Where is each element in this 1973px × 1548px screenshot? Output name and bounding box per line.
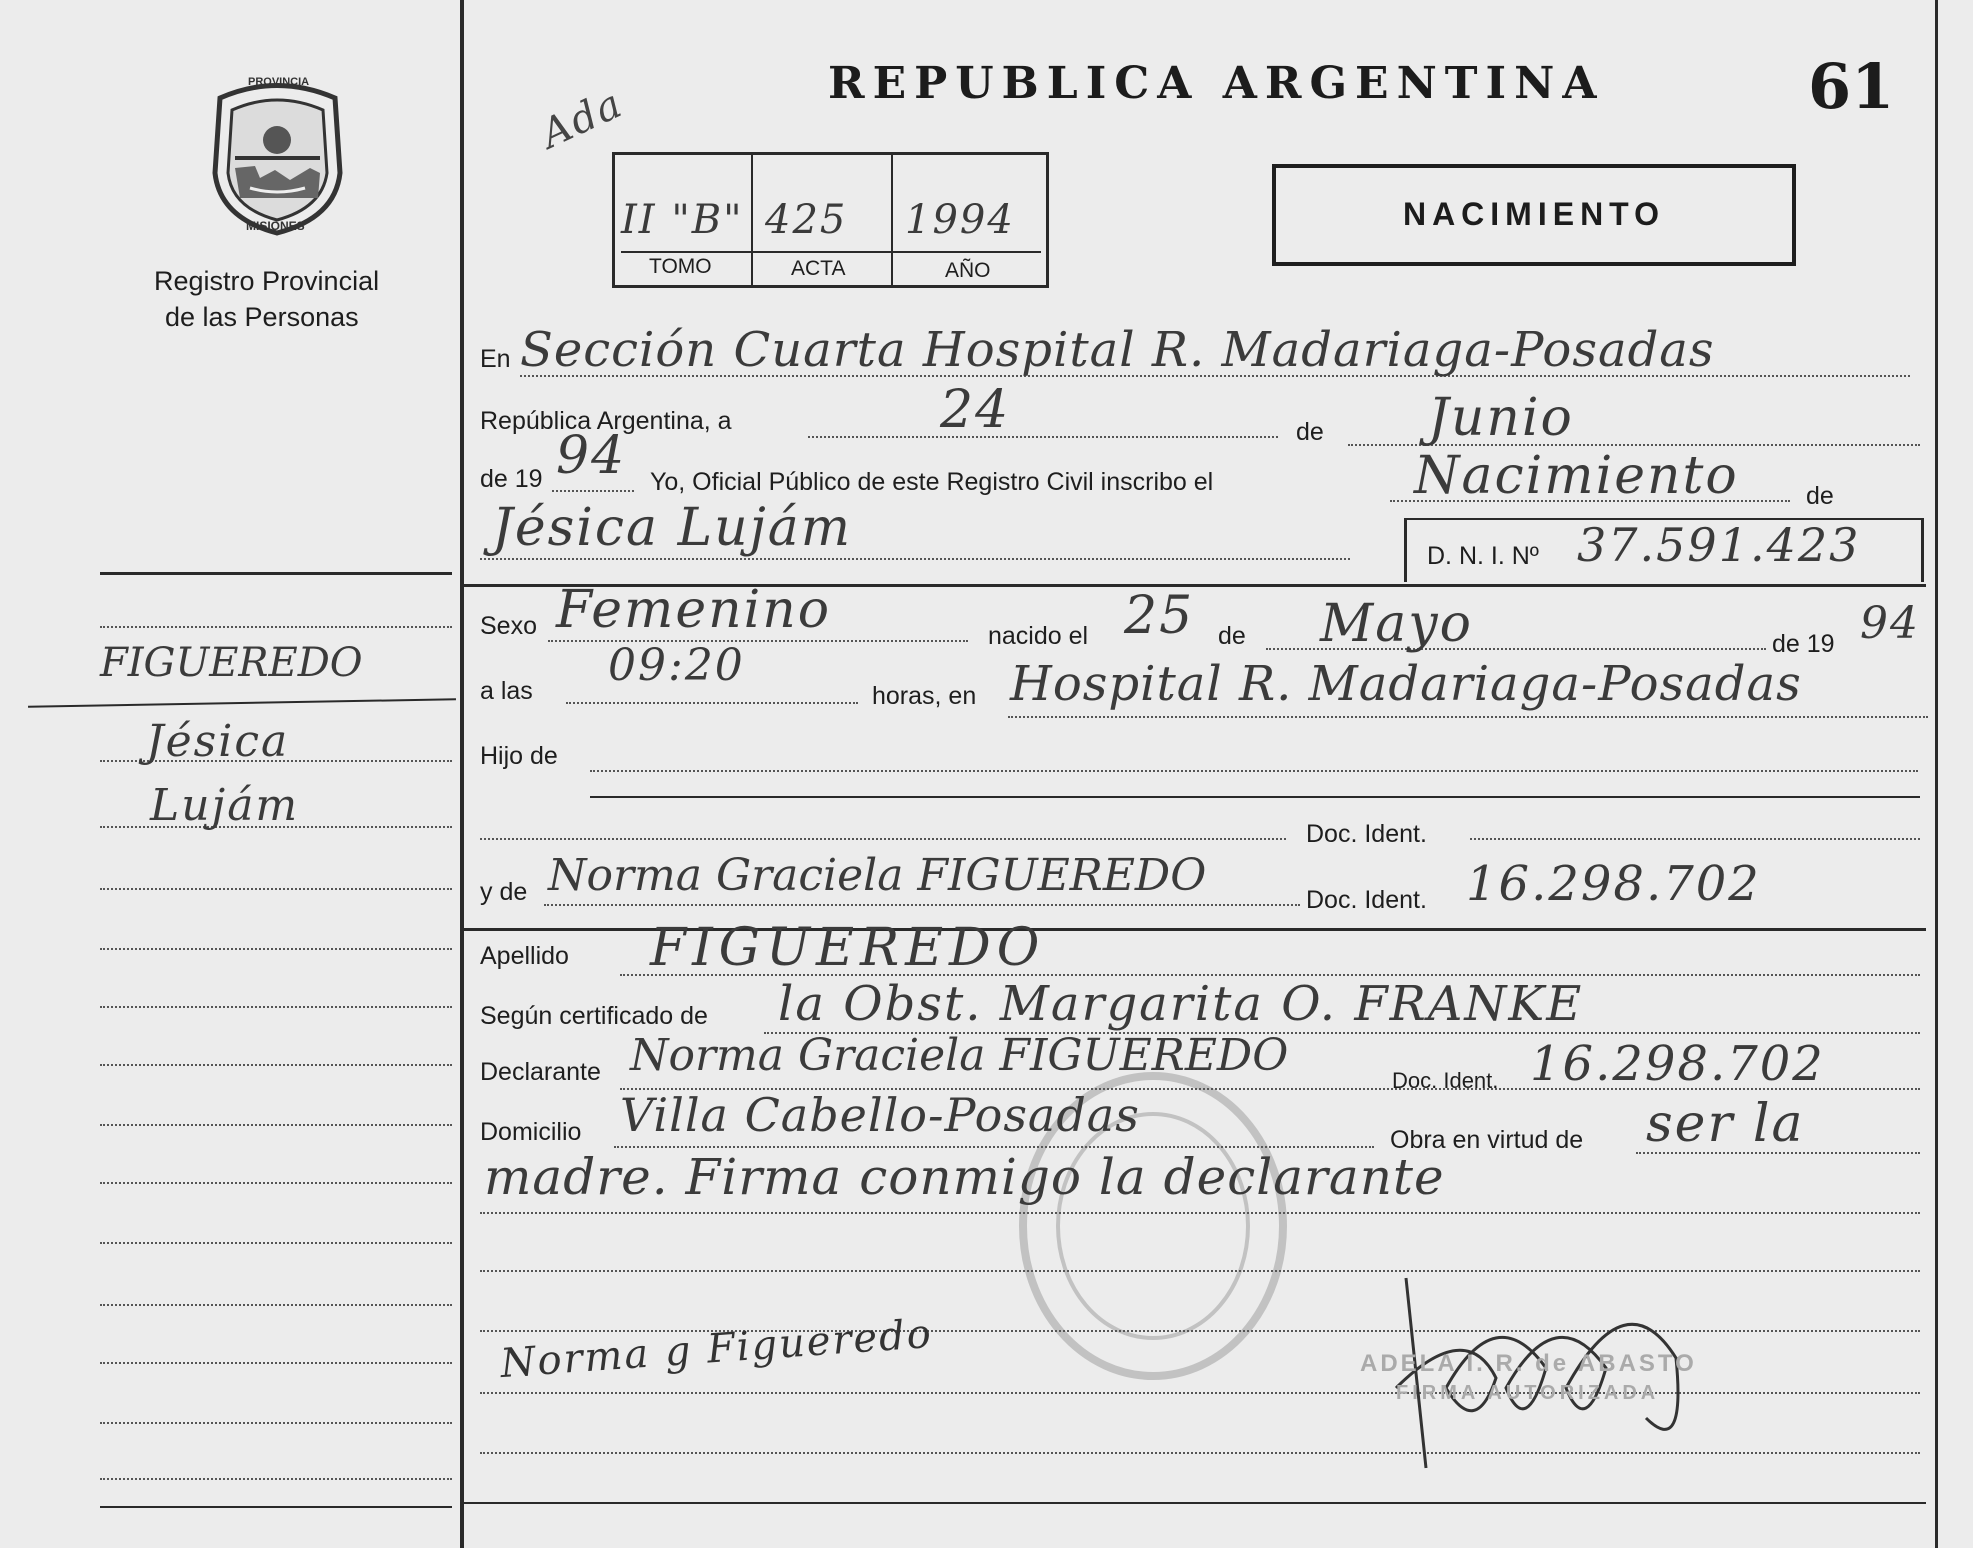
margin-top-rule: [100, 572, 452, 575]
left-column-divider: [460, 0, 464, 1548]
year-prefix: de 19: [480, 465, 543, 493]
day-line: [808, 436, 1278, 438]
margin-line: [100, 1362, 452, 1364]
declarante-value: Norma Graciela FIGUEREDO: [630, 1030, 1289, 1081]
hijo-label: Hijo de: [480, 742, 558, 770]
margin-given2: Lujám: [150, 780, 300, 831]
alas-label: a las: [480, 677, 533, 705]
obra-cont-value: madre. Firma conmigo la declarante: [484, 1148, 1445, 1206]
father-doc-label: Doc. Ident.: [1306, 820, 1427, 848]
margin-line: [100, 888, 452, 890]
father-rule: [590, 796, 1920, 798]
horas-label: horas, en: [872, 682, 977, 710]
oficial-label: Yo, Oficial Público de este Registro Civil inscribo el: [650, 468, 1214, 496]
segun-value: la Obst. Margarita O. FRANKE: [778, 976, 1584, 1032]
declarante-doc-value: 16.298.702: [1530, 1036, 1825, 1092]
tomo-value: II "B": [621, 197, 744, 243]
month-value: Junio: [1428, 388, 1574, 448]
domicilio-value: Villa Cabello-Posadas: [620, 1088, 1140, 1142]
margin-line: [100, 948, 452, 950]
apellido-value: FIGUEREDO: [650, 918, 1046, 978]
margin-line: [100, 1478, 452, 1480]
margin-line: [100, 1242, 452, 1244]
declarante-signature: Norma g Figueredo: [498, 1310, 935, 1388]
margin-line: [100, 1304, 452, 1306]
dni-value: 37.591.423: [1577, 518, 1861, 572]
hijo-line: [590, 770, 1918, 772]
acta-label: ACTA: [791, 257, 846, 280]
birth-year-value: 94: [1860, 598, 1920, 649]
record-type-label: NACIMIENTO: [1402, 196, 1666, 232]
place-value: Hospital R. Madariaga-Posadas: [1010, 656, 1802, 712]
mother-doc-value: 16.298.702: [1466, 856, 1761, 912]
registry-name-line2: de las Personas: [165, 302, 359, 332]
margin-given1: Jésica: [146, 716, 290, 767]
father-doc-value-line: [1470, 838, 1920, 840]
birth-year-prefix: de 19: [1772, 630, 1835, 658]
misiones-seal-icon: [200, 78, 355, 238]
margin-bottom-rule: [100, 1506, 452, 1508]
year-value: 94: [556, 426, 627, 486]
dni-label: D. N. I. Nº: [1427, 542, 1539, 570]
nacido-label: nacido el: [988, 622, 1089, 650]
margin-line: [100, 1124, 452, 1126]
place-line: [1008, 716, 1928, 718]
mother-doc-label: Doc. Ident.: [1306, 886, 1427, 914]
birth-day-value: 25: [1124, 586, 1195, 646]
ano-value: 1994: [905, 197, 1015, 243]
yde-label: y de: [480, 878, 528, 906]
republica-label: República Argentina, a: [480, 407, 732, 435]
seal-top-text: PROVINCIA: [248, 76, 310, 88]
domicilio-label: Domicilio: [480, 1118, 582, 1146]
en-label: En: [480, 345, 511, 373]
ano-label: AÑO: [945, 259, 991, 282]
right-border: [1935, 0, 1938, 1548]
declarante-label: Declarante: [480, 1058, 601, 1086]
page-number: 61: [1808, 50, 1895, 123]
margin-underline: [28, 698, 456, 707]
mother-line: [544, 904, 1300, 906]
country-heading: REPUBLICA ARGENTINA: [828, 58, 1605, 109]
record-type-box: [1272, 164, 1796, 266]
month-de-label: de: [1296, 418, 1324, 446]
time-value: 09:20: [608, 640, 745, 691]
inscribo-value: Nacimiento: [1414, 446, 1739, 506]
en-value: Sección Cuarta Hospital R. Madariaga-Posadas: [520, 322, 1715, 378]
declarante-doc-label: Doc. Ident.: [1392, 1068, 1499, 1093]
bottom-rule: [464, 1502, 1926, 1504]
margin-line: [100, 1422, 452, 1424]
birth-month-value: Mayo: [1320, 594, 1473, 654]
acta-value: 425: [765, 197, 848, 243]
margin-surname: FIGUEREDO: [100, 640, 363, 686]
child-name-value: Jésica Lujám: [492, 498, 853, 558]
sexo-label: Sexo: [480, 612, 537, 640]
official-stamp-caption: FIRMA AUTORIZADA: [1396, 1382, 1660, 1404]
obra-label: Obra en virtud de: [1390, 1126, 1584, 1154]
mother-value: Norma Graciela FIGUEREDO: [548, 850, 1207, 901]
registry-name-line1: Registro Provincial: [154, 266, 380, 296]
obra-value: ser la: [1646, 1094, 1805, 1154]
record-number-box: [612, 152, 1049, 288]
apellido-label: Apellido: [480, 942, 569, 970]
initials-signature: Ada: [534, 80, 631, 158]
dni-box: [1404, 518, 1924, 582]
margin-line: [100, 1006, 452, 1008]
sexo-value: Femenino: [556, 580, 832, 640]
year-line: [552, 490, 634, 492]
tomo-label: TOMO: [649, 255, 712, 278]
day-value: 24: [940, 380, 1011, 440]
father-doc-line: [480, 838, 1286, 840]
time-line: [566, 702, 858, 704]
inscribo-de-label: de: [1806, 482, 1834, 510]
margin-line: [100, 626, 452, 628]
seal-bottom-text: MISIONES: [246, 219, 305, 233]
margin-line: [100, 1064, 452, 1066]
margin-line: [100, 1182, 452, 1184]
name-line: [480, 558, 1350, 560]
official-stamp-name: ADELA I. R. de ABASTO: [1360, 1350, 1697, 1377]
birth-de-label: de: [1218, 622, 1246, 650]
obra-cont-line: [480, 1212, 1920, 1214]
segun-label: Según certificado de: [480, 1002, 708, 1030]
